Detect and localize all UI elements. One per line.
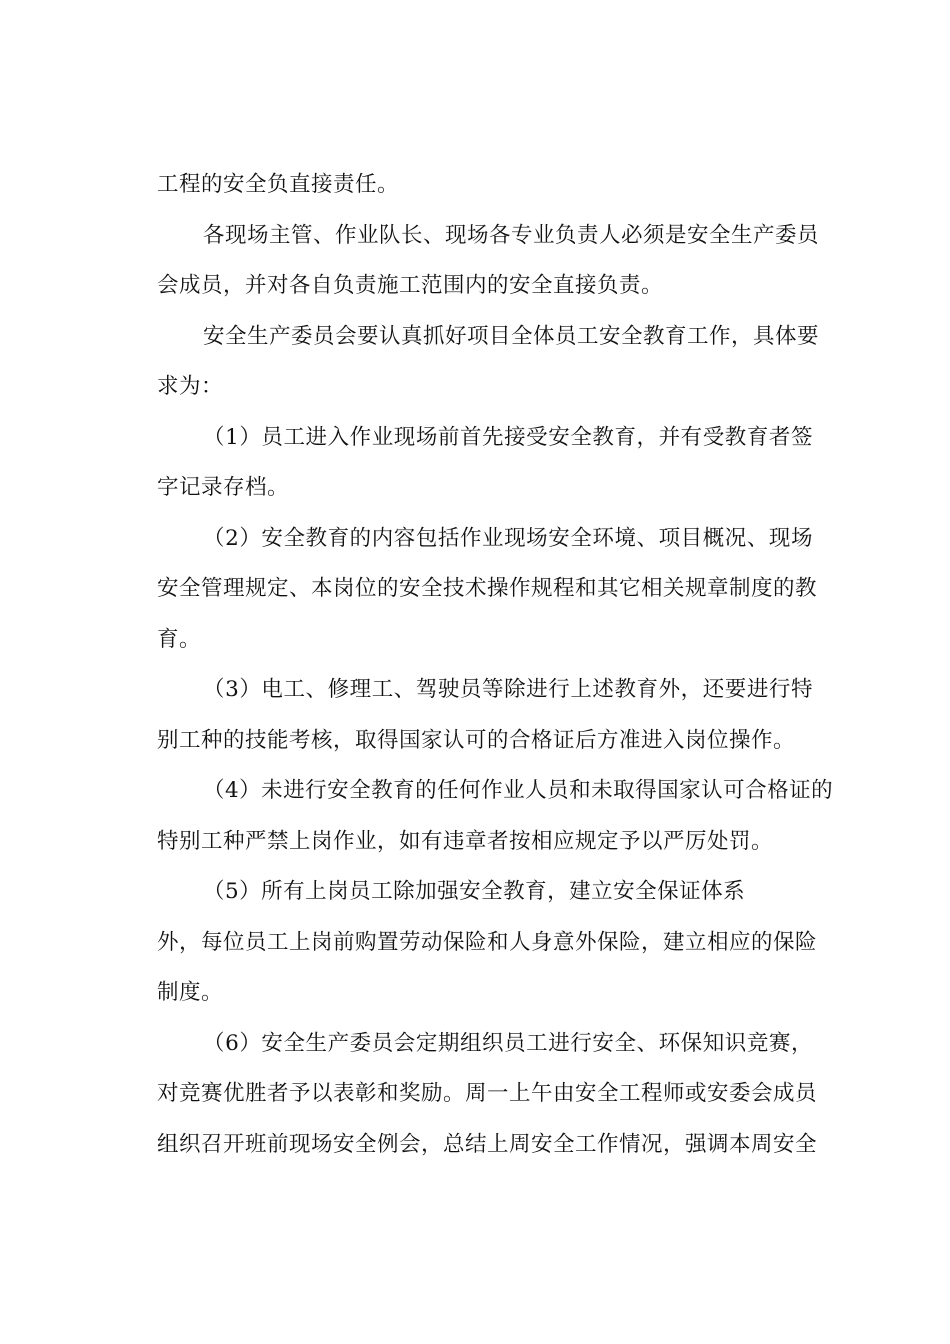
text-line: 安全生产委员会要认真抓好项目全体员工安全教育工作，具体要 [203,323,820,349]
text-line: 求为： [157,374,224,399]
text-line: 外，每位员工上岗前购置劳动保险和人身意外保险，建立相应的保险 [157,929,818,955]
paragraph-committee-members [157,211,820,312]
text-line: 会成员，并对各自负责施工范围内的安全直接负责。 [157,273,664,298]
text-line: （1）员工进入作业现场前首先接受安全教育，并有受教育者签 [203,424,813,450]
text-line: 对竞赛优胜者予以表彰和奖励。周一上午由安全工程师或安委会成员 [157,1081,818,1106]
text-line: 各现场主管、作业队长、现场各专业负责人必须是安全生产委员 [203,222,820,248]
text-line: 特别工种严禁上岗作业，如有违章者按相应规定予以严厉处罚。 [157,828,774,854]
text-line: （2）安全教育的内容包括作业现场安全环境、项目概况、现场 [203,525,813,551]
text-line: 制度。 [157,980,224,1005]
list-item-4 [157,766,834,867]
list-item-1 [157,413,813,514]
text-line: （5）所有上岗员工除加强安全教育，建立安全保证体系 [203,879,746,904]
text-line: 安全管理规定、本岗位的安全技术操作规程和其它相关规章制度的教 [157,576,818,601]
text-line: 字记录存档。 [157,475,290,500]
list-item-5 [157,867,818,1019]
paragraph-continuation [157,160,813,211]
list-item-2 [157,514,818,666]
list-item-3 [157,665,813,766]
text-line: 组织召开班前现场安全例会，总结上周安全工作情况，强调本周安全 [157,1131,818,1157]
text-line: （6）安全生产委员会定期组织员工进行安全、环保知识竞赛， [203,1030,813,1056]
list-item-6 [157,1019,818,1171]
paragraph-education-requirements [157,312,820,413]
text-line: （3）电工、修理工、驾驶员等除进行上述教育外，还要进行特 [203,677,813,702]
document-body [157,160,834,1170]
text-line: 育。 [157,626,202,652]
text-line: 别工种的技能考核，取得国家认可的合格证后方准进入岗位操作。 [157,727,796,753]
text-line: （4）未进行安全教育的任何作业人员和未取得国家认可合格证的 [203,778,834,803]
text-line: 工程的安全负直接责任。 [157,172,400,197]
